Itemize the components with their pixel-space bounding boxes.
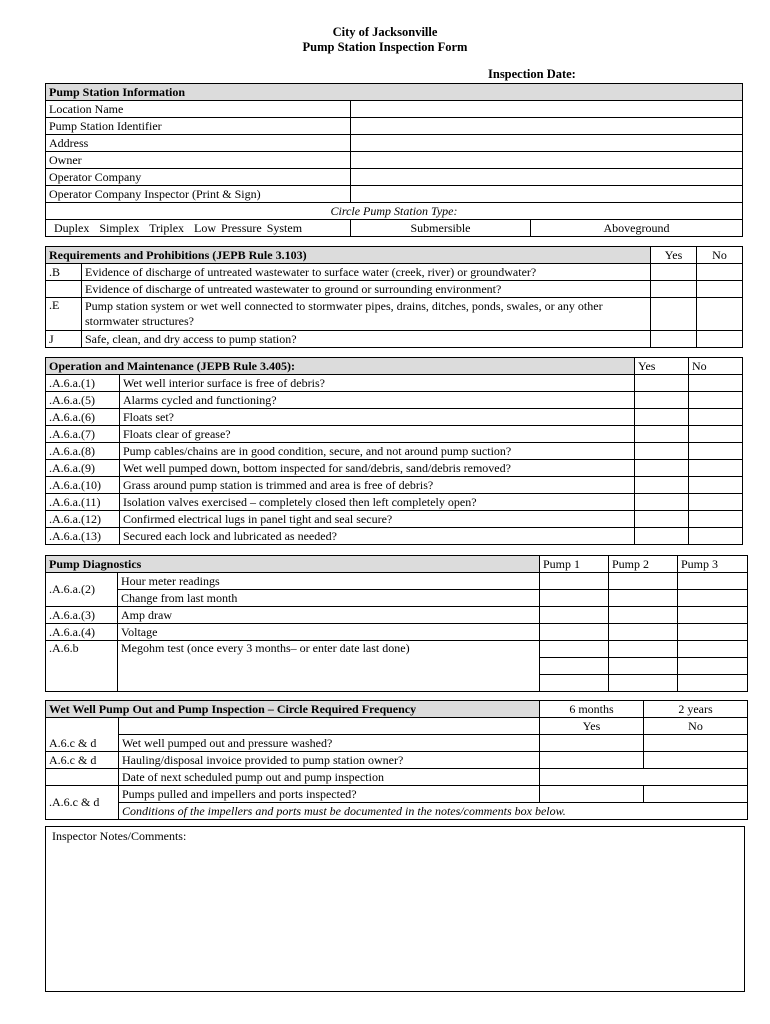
station-type-caption: Circle Pump Station Type: (46, 203, 743, 220)
pump-2-header: Pump 2 (609, 556, 678, 573)
rule-text: Wet well interior surface is free of debris? (120, 375, 635, 392)
rule-text: Wet well pumped down, bottom inspected for sand/debris, sand/debris removed? (120, 460, 635, 477)
table-row (46, 641, 748, 658)
pump-1-header: Pump 1 (540, 556, 609, 573)
station-info-row (46, 135, 743, 152)
station-info-label: Operator Company (46, 169, 351, 186)
table-row (46, 718, 748, 735)
station-info-label: Pump Station Identifier (46, 118, 351, 135)
yes-checkbox[interactable] (651, 264, 697, 281)
no-checkbox[interactable] (689, 392, 743, 409)
rule-code: .A.6.a.(6) (46, 409, 120, 426)
pump-3-cell[interactable] (678, 573, 748, 590)
pump-1-cell[interactable] (540, 573, 609, 590)
table-row (46, 443, 743, 460)
org-title: City of Jacksonville (332, 25, 438, 39)
no-checkbox[interactable] (689, 426, 743, 443)
rule-code: .A.6.a.(5) (46, 392, 120, 409)
no-checkbox[interactable] (689, 375, 743, 392)
yes-checkbox[interactable] (635, 528, 689, 545)
pump-2-cell[interactable] (609, 624, 678, 641)
yes-checkbox[interactable] (540, 735, 644, 752)
wetwell-title: Wet Well Pump Out and Pump Inspection – Circle Required Frequency (46, 701, 540, 718)
no-checkbox[interactable] (689, 460, 743, 477)
rule-code: .A.6.a.(9) (46, 460, 120, 477)
table-row (46, 281, 743, 298)
pump-3-cell[interactable] (678, 624, 748, 641)
pump-2-cell[interactable] (609, 675, 678, 692)
pump-1-cell[interactable] (540, 675, 609, 692)
type-triplex[interactable]: Triplex (149, 220, 185, 235)
yes-checkbox[interactable] (540, 752, 644, 769)
voltage-label: Voltage (118, 624, 540, 641)
inspection-date-label: Inspection Date: (488, 67, 576, 81)
pump-2-cell[interactable] (609, 590, 678, 607)
form-title: Pump Station Inspection Form (302, 40, 468, 54)
rule-code: .A.6.a.(3) (46, 607, 118, 624)
rule-code: .A.6.c & d (46, 786, 119, 820)
pump-1-cell[interactable] (540, 590, 609, 607)
station-info-label: Location Name (46, 101, 351, 118)
station-info-label: Owner (46, 152, 351, 169)
station-info-label: Operator Company Inspector (Print & Sign) (46, 186, 351, 203)
no-checkbox[interactable] (689, 409, 743, 426)
rule-text: Safe, clean, and dry access to pump station? (82, 331, 651, 348)
table-row (46, 460, 743, 477)
no-header: No (697, 247, 743, 264)
no-checkbox[interactable] (697, 264, 743, 281)
pump-3-cell[interactable] (678, 658, 748, 675)
address-field[interactable] (351, 135, 743, 152)
next-date-label: Date of next scheduled pump out and pump inspection (119, 769, 540, 786)
table-row (46, 590, 748, 607)
type-submersible[interactable]: Submersible (351, 220, 531, 237)
notes-label: Inspector Notes/Comments: (52, 829, 187, 843)
table-row (46, 494, 743, 511)
operator-company-field[interactable] (351, 169, 743, 186)
table-row (46, 607, 748, 624)
type-low-pressure[interactable]: Low Pressure System (194, 220, 303, 235)
rule-code: A.6.c & d (46, 752, 119, 769)
pump-3-header: Pump 3 (678, 556, 748, 573)
location-name-field[interactable] (351, 101, 743, 118)
amp-draw-label: Amp draw (118, 607, 540, 624)
pump-2-cell[interactable] (609, 658, 678, 675)
rule-text: Evidence of discharge of untreated wastewater to ground or surrounding environment? (82, 281, 651, 298)
type-simplex[interactable]: Simplex (99, 220, 140, 235)
blank-cell (46, 769, 119, 786)
table-row (46, 392, 743, 409)
yes-checkbox[interactable] (635, 494, 689, 511)
hour-meter-label: Hour meter readings (118, 573, 540, 590)
rule-text: Secured each lock and lubricated as needed? (120, 528, 635, 545)
yes-checkbox[interactable] (635, 443, 689, 460)
table-row (46, 331, 743, 348)
yes-header: Yes (651, 247, 697, 264)
yes-header: Yes (540, 718, 644, 735)
owner-field[interactable] (351, 152, 743, 169)
change-label: Change from last month (118, 590, 540, 607)
rule-code: .A.6.a.(1) (46, 375, 120, 392)
no-checkbox[interactable] (689, 494, 743, 511)
table-row (46, 511, 743, 528)
no-checkbox[interactable] (697, 298, 743, 331)
table-row (46, 752, 748, 769)
table-row (46, 375, 743, 392)
station-info-row (46, 169, 743, 186)
table-row (46, 264, 743, 281)
requirements-table (45, 246, 743, 348)
no-checkbox[interactable] (697, 331, 743, 348)
operation-title: Operation and Maintenance (JEPB Rule 3.405): (46, 358, 635, 375)
yes-checkbox[interactable] (635, 426, 689, 443)
yes-checkbox[interactable] (635, 511, 689, 528)
table-row (46, 528, 743, 545)
rule-code: .A.6.a.(2) (46, 573, 118, 607)
yes-checkbox[interactable] (540, 786, 644, 803)
yes-checkbox[interactable] (635, 460, 689, 477)
pump-2-cell[interactable] (609, 573, 678, 590)
station-info-row (46, 186, 743, 203)
diagnostics-table (45, 555, 748, 692)
diagnostics-title: Pump Diagnostics (46, 556, 540, 573)
station-info-row (46, 152, 743, 169)
rule-code: .E (46, 298, 82, 331)
pump-3-cell[interactable] (678, 607, 748, 624)
pump-1-cell[interactable] (540, 624, 609, 641)
type-aboveground[interactable]: Aboveground (531, 220, 743, 237)
table-row (46, 786, 748, 803)
invoice-label: Hauling/disposal invoice provided to pump station owner? (119, 752, 540, 769)
operator-inspector-field[interactable] (351, 186, 743, 203)
freq-2-years[interactable]: 2 years (644, 701, 748, 718)
no-checkbox[interactable] (689, 528, 743, 545)
operation-table (45, 357, 743, 545)
type-duplex[interactable]: Duplex (54, 220, 90, 235)
no-checkbox[interactable] (644, 735, 748, 752)
rule-code: .A.6.a.(4) (46, 624, 118, 641)
no-checkbox[interactable] (697, 281, 743, 298)
freq-6-months[interactable]: 6 months (540, 701, 644, 718)
conditions-note: Conditions of the impellers and ports must be documented in the notes/comments box below. (119, 803, 748, 820)
rule-text: Isolation valves exercised – completely closed then left completely open? (120, 494, 635, 511)
station-info-label: Address (46, 135, 351, 152)
no-checkbox[interactable] (689, 477, 743, 494)
table-row (46, 803, 748, 820)
rule-text: Pump cables/chains are in good condition, secure, and not around pump suction? (120, 443, 635, 460)
yes-checkbox[interactable] (651, 281, 697, 298)
rule-code (46, 281, 82, 298)
wetwell-table (45, 700, 748, 820)
station-info-row (46, 118, 743, 135)
yes-checkbox[interactable] (651, 331, 697, 348)
rule-code: A.6.c & d (46, 718, 119, 752)
pumped-label: Wet well pumped out and pressure washed? (119, 735, 540, 752)
no-checkbox[interactable] (644, 752, 748, 769)
rule-text: Alarms cycled and functioning? (120, 392, 635, 409)
next-date-field[interactable] (540, 769, 748, 786)
no-checkbox[interactable] (689, 443, 743, 460)
pump-2-cell[interactable] (609, 607, 678, 624)
rule-text: Floats set? (120, 409, 635, 426)
station-type-options[interactable] (46, 220, 351, 237)
pulled-label: Pumps pulled and impellers and ports inspected? (119, 786, 540, 803)
rule-code: .A.6.a.(8) (46, 443, 120, 460)
rule-text: Grass around pump station is trimmed and area is free of debris? (120, 477, 635, 494)
yes-header: Yes (635, 358, 689, 375)
station-info-title: Pump Station Information (46, 84, 743, 101)
rule-text: Pump station system or wet well connected to stormwater pipes, drains, ditches, ponds, swales, or any other stormwater structures? (82, 298, 651, 331)
rule-code: .A.6.b (46, 641, 118, 692)
yes-checkbox[interactable] (635, 375, 689, 392)
requirements-title: Requirements and Prohibitions (JEPB Rule 3.103) (46, 247, 651, 264)
no-checkbox[interactable] (644, 786, 748, 803)
table-row (46, 769, 748, 786)
rule-code: .A.6.a.(7) (46, 426, 120, 443)
no-header: No (644, 718, 748, 735)
station-info-row (46, 101, 743, 118)
station-info-table (45, 83, 743, 237)
table-row (46, 735, 748, 752)
rule-text: Evidence of discharge of untreated wastewater to surface water (creek, river) or groundwater? (82, 264, 651, 281)
table-row (46, 573, 748, 590)
rule-code: J (46, 331, 82, 348)
table-row (46, 624, 748, 641)
rule-code: .A.6.a.(12) (46, 511, 120, 528)
table-row (46, 477, 743, 494)
rule-code: .B (46, 264, 82, 281)
pump-3-cell[interactable] (678, 675, 748, 692)
megohm-label: Megohm test (once every 3 months– or enter date last done) (118, 641, 540, 692)
table-row (46, 409, 743, 426)
pump-1-cell[interactable] (540, 607, 609, 624)
yes-checkbox[interactable] (651, 298, 697, 331)
yes-checkbox[interactable] (635, 477, 689, 494)
pump-3-cell[interactable] (678, 590, 748, 607)
pump-1-cell[interactable] (540, 658, 609, 675)
table-row (46, 298, 743, 331)
no-header: No (689, 358, 743, 375)
table-row (46, 426, 743, 443)
rule-code: .A.6.a.(13) (46, 528, 120, 545)
station-identifier-field[interactable] (351, 118, 743, 135)
rule-code: .A.6.a.(11) (46, 494, 120, 511)
notes-box[interactable] (45, 826, 745, 992)
blank-cell (119, 718, 540, 735)
yes-checkbox[interactable] (635, 392, 689, 409)
pump-3-cell[interactable] (678, 641, 748, 658)
rule-text: Confirmed electrical lugs in panel tight and seal secure? (120, 511, 635, 528)
no-checkbox[interactable] (689, 511, 743, 528)
pump-2-cell[interactable] (609, 641, 678, 658)
yes-checkbox[interactable] (635, 409, 689, 426)
pump-1-cell[interactable] (540, 641, 609, 658)
rule-code: .A.6.a.(10) (46, 477, 120, 494)
rule-text: Floats clear of grease? (120, 426, 635, 443)
